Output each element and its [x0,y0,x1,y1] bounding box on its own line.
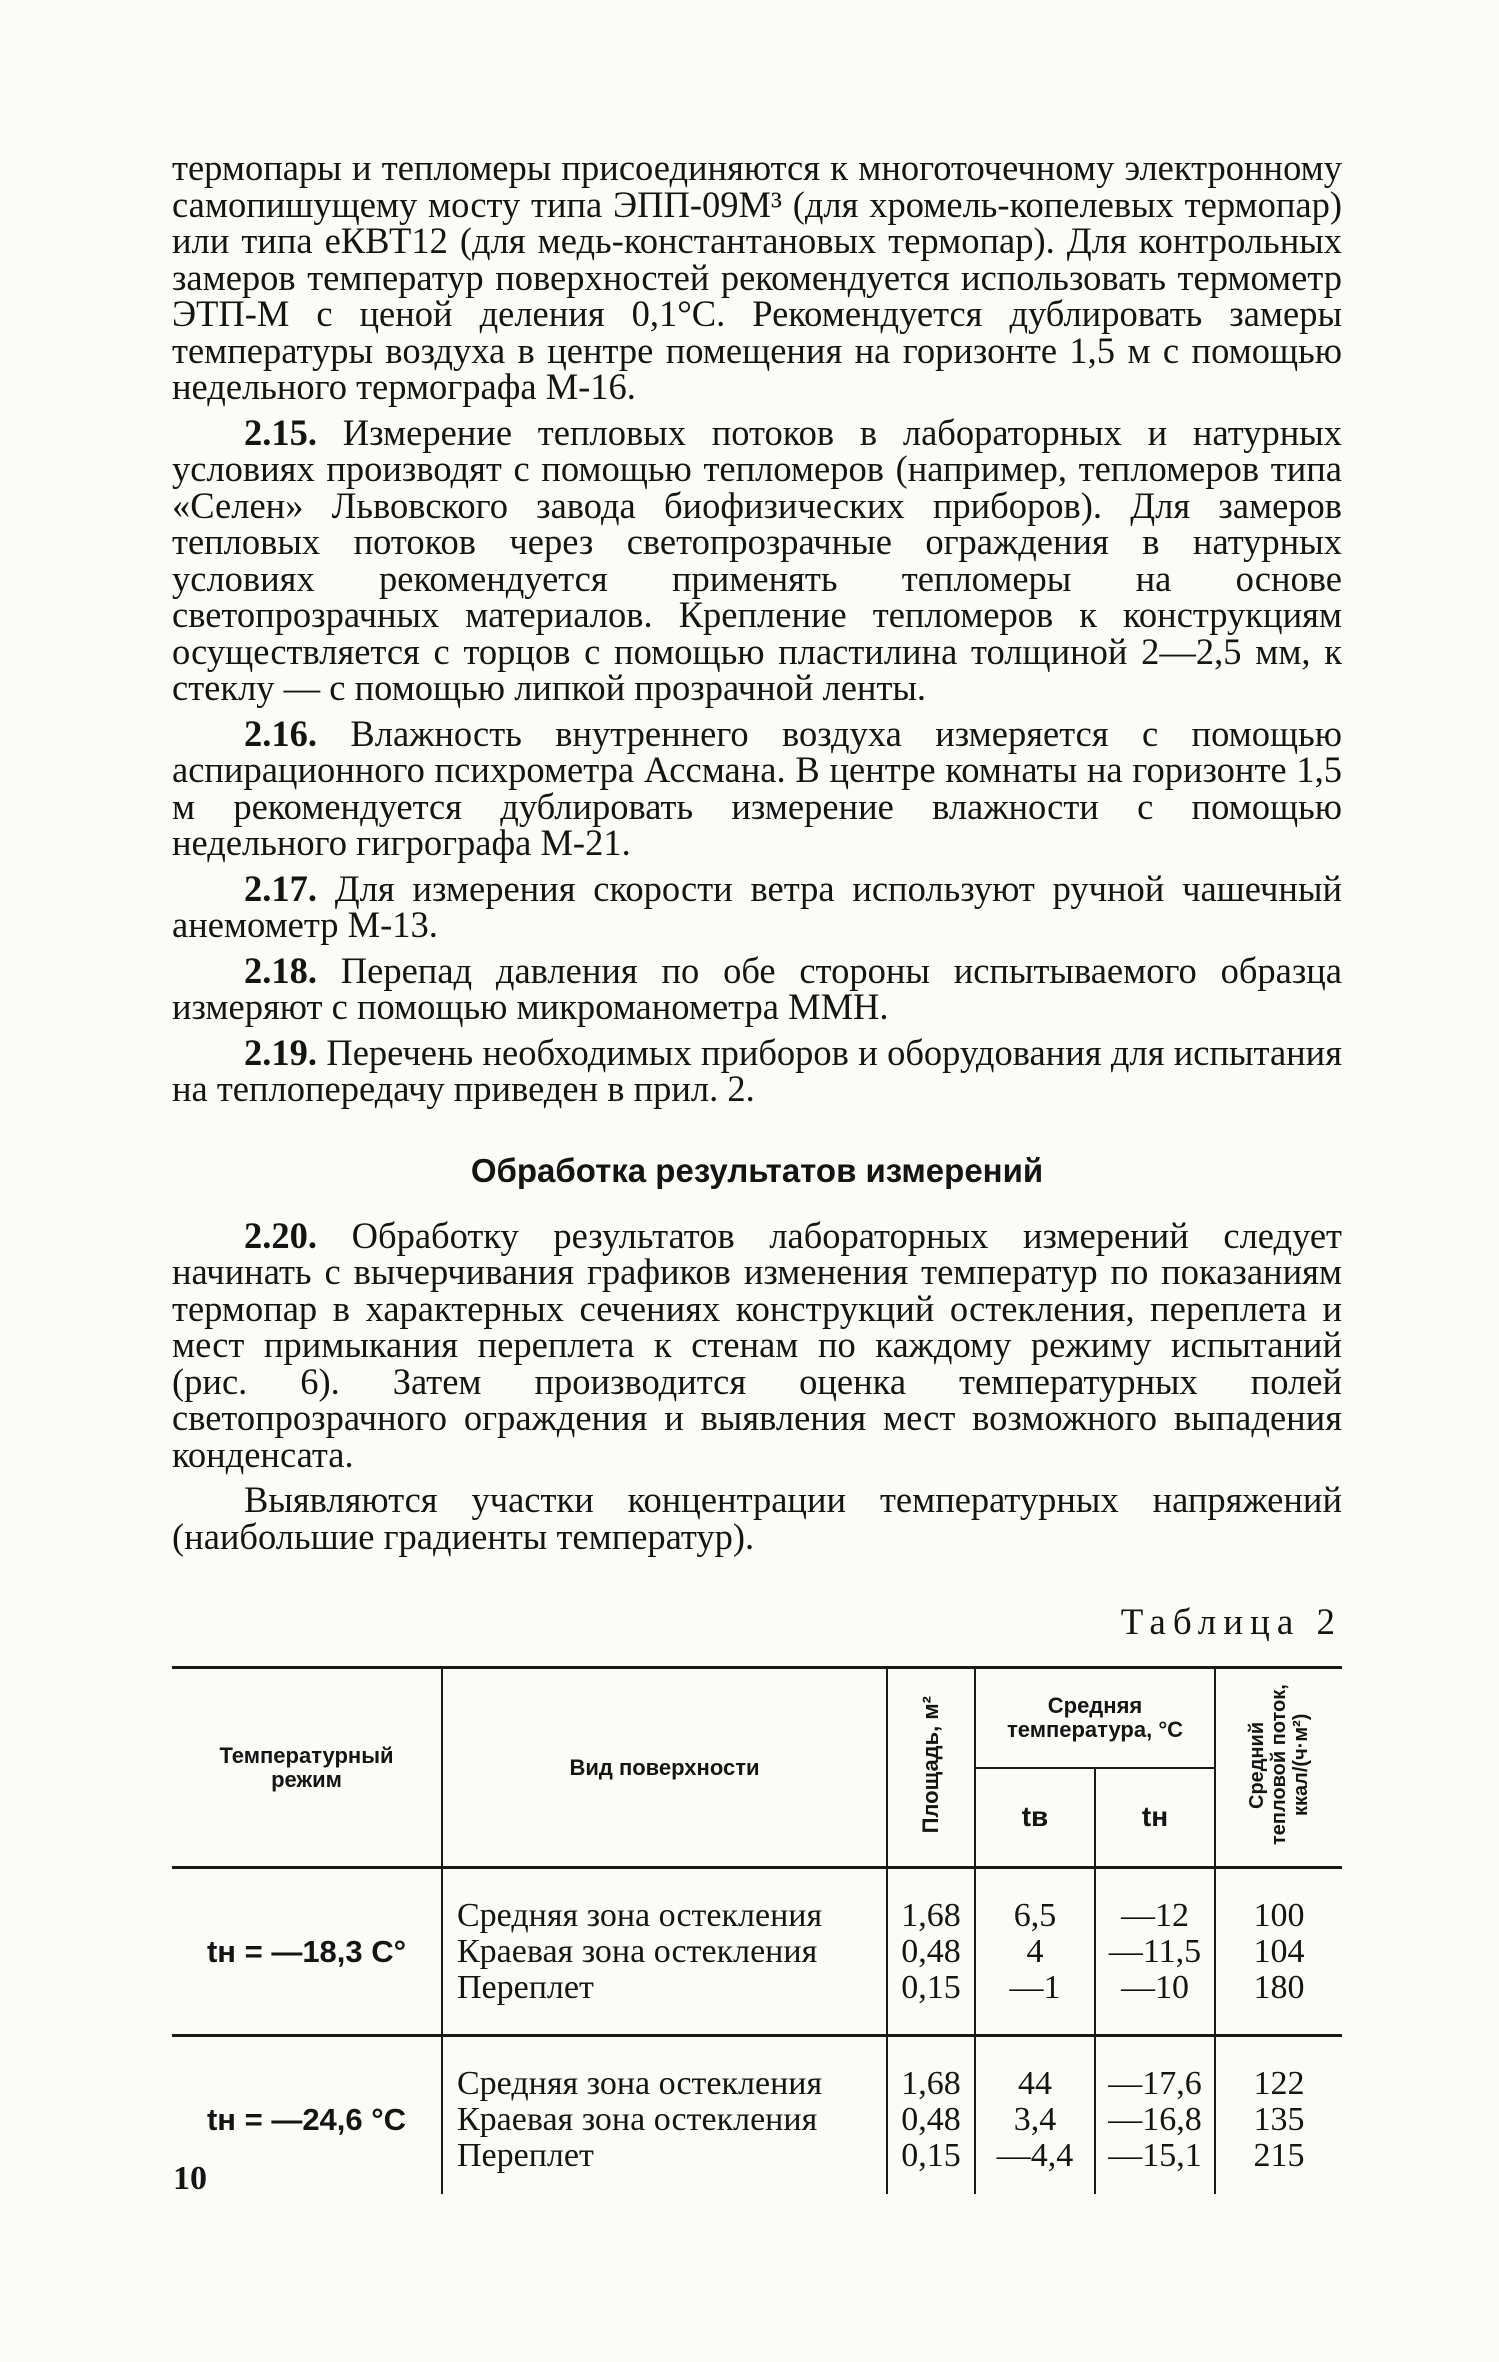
page-number: 10 [173,2160,207,2197]
header-avg-temp: Средняя температура, °С [975,1668,1215,1768]
t-in-cell: 44 3,4 —4,4 [975,2066,1095,2174]
area-cell: 1,68 0,48 0,15 [887,2066,975,2174]
data-table [172,1666,1342,2194]
clause-number: 2.15. [244,411,317,453]
header-t-in: tв [975,1768,1095,1868]
paragraph-2-15: 2.15. Измерение тепловых потоков в лабораторных и натурных условиях производят с помощью тепломеров (например, тепломеров типа «Селен» Львовского завода биофизических приборов). Для замеров тепловых потоков через светопрозрачные ограждения в натурных условиях рекомендуется применять тепломеры на основе светопрозрачных материалов. Крепление тепломеров к конструкциям осуществляется с торцов с помощью пластилина толщиной 2—2,5 мм, к стеклу — с помощью липкой прозрачной ленты. [172,411,1343,708]
header-surface: Вид поверхности [442,1668,887,1868]
regime-cell: tн = —18,3 С° [206,1933,407,1969]
paragraph-2-16: 2.16. Влажность внутреннего воздуха измеряется с помощью аспирационного психрометра Ассмана. В центре комнаты на горизонте 1,5 м рекомендуется дублировать измерение влажности с помощью недельного гигрографа М-21. [172,712,1342,863]
table-header-row [172,1668,1342,1768]
spacer-row [172,2006,1342,2036]
spacer-row [172,2036,1342,2066]
document-page [172,147,1343,2194]
clause-number: 2.19. [244,1031,317,1073]
clause-number: 2.18. [244,949,317,991]
paragraph-2-17: 2.17. Для измерения скорости ветра используют ручной чашечный анемометр М-13. [172,867,1343,945]
spacer-row [172,1868,1342,1898]
t-out-cell: —12 —11,5 —10 [1095,1898,1215,2006]
area-cell: 1,68 0,48 0,15 [887,1898,975,2006]
regime-cell: tн = —24,6 °С [206,2101,407,2137]
paragraph-concentration: Выявляются участки концентрации температурных напряжений (наибольшие градиенты температур). [172,1479,1342,1557]
surface-cell: Средняя зона остекления Краевая зона остекления Переплет [442,1898,887,2006]
t-in-cell: 6,5 4 —1 [975,1898,1095,2006]
spacer-row [172,2174,1342,2194]
paragraph-2-18: 2.18. Перепад давления по обе стороны испытываемого образца измеряют с помощью микроманометра ММН. [172,949,1342,1027]
heat-flux-cell: 122 135 215 [1215,2066,1342,2174]
t-out-cell: —17,6 —16,8 —15,1 [1095,2066,1215,2174]
clause-number: 2.16. [244,712,317,754]
header-area: Площадь, м² [887,1668,975,1868]
paragraph-2-20: 2.20. Обработку результатов лабораторных измерений следует начинать с вычерчивания графиков изменения температур по показаниям термопар в характерных сечениях конструкций остекления, переплета и мест примыкания переплета к стенам по каждому режиму испытаний (рис. 6). Затем производится оценка температурных полей светопрозрачного ограждения и выявления мест возможного выпадения конденсата. [172,1214,1342,1475]
header-regime: Температурный режим [172,1668,442,1868]
table-row [172,2066,1342,2174]
paragraph-0: термопары и тепломеры присоединяются к многоточечному электронному самопишущему мосту типа ЭПП-09М³ (для хромель-копелевых термопар) или типа еКВТ12 (для медь-константановых термопар). Для контрольных замеров температур поверхностей рекомендуется использовать термометр ЭТП-М с ценой деления 0,1°С. Рекомендуется дублировать замеры температуры воздуха в центре помещения на горизонте 1,5 м с помощью недельного термографа М-16. [172,147,1342,407]
heat-flux-cell: 100 104 180 [1215,1898,1342,2006]
table-row [172,1898,1342,2006]
header-heat-flux: Средний тепловой поток, ккал/(ч·м²) [1215,1668,1342,1868]
surface-cell: Средняя зона остекления Краевая зона остекления Переплет [442,2066,887,2174]
header-t-out: tн [1095,1768,1215,1868]
clause-number: 2.17. [244,867,317,909]
table-caption: Таблица 2 [1120,1602,1342,1643]
section-heading: Обработка результатов измерений [470,1151,1044,1189]
paragraph-2-19: 2.19. Перечень необходимых приборов и оборудования для испытания на теплопередачу приведен в прил. 2. [172,1031,1343,1109]
clause-number: 2.20. [244,1214,317,1256]
